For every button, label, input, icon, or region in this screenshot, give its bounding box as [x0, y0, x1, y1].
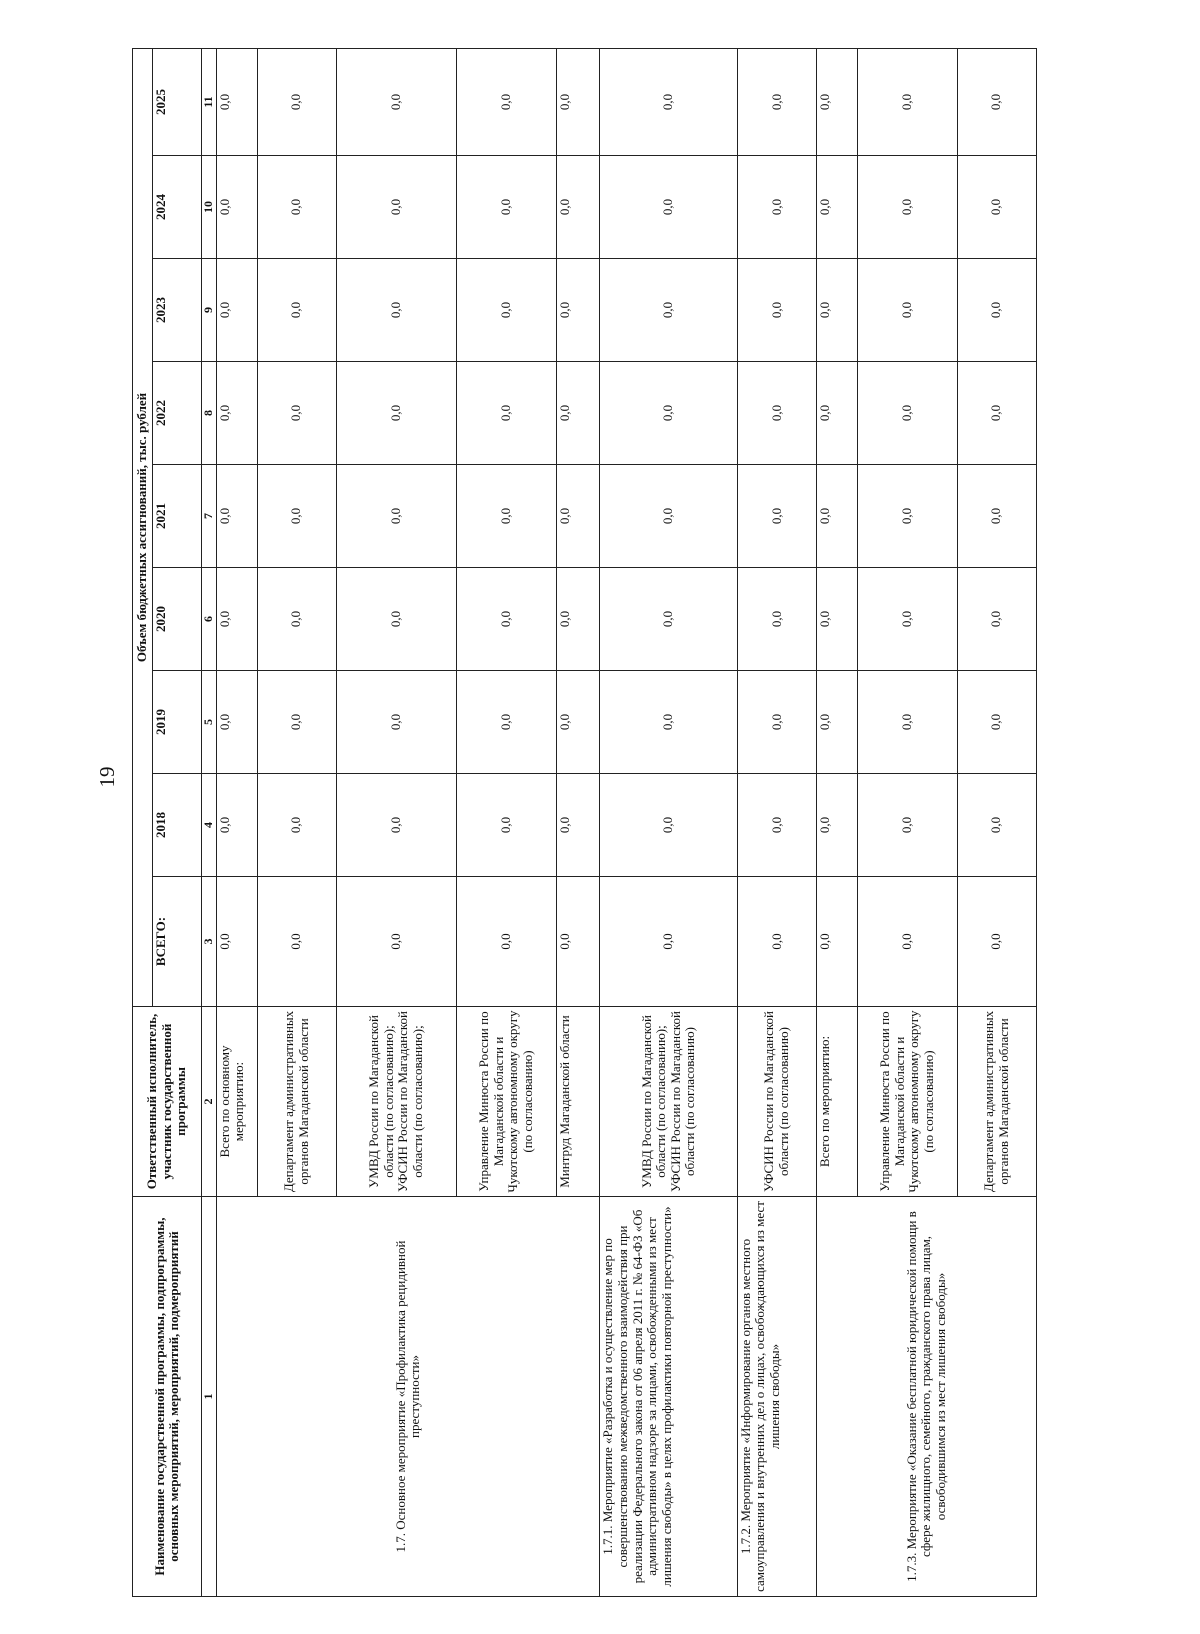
value-cell: 0,0	[257, 774, 336, 877]
value-cell: 0,0	[456, 156, 556, 259]
header-year: 2021	[153, 465, 202, 568]
column-index: 8	[202, 362, 217, 465]
value-cell: 0,0	[456, 568, 556, 671]
value-cell: 0,0	[817, 671, 858, 774]
budget-table	[132, 48, 1037, 1597]
value-cell: 0,0	[817, 774, 858, 877]
value-cell: 0,0	[737, 362, 816, 465]
header-total: ВСЕГО:	[153, 877, 202, 1007]
column-index: 5	[202, 671, 217, 774]
page-number: 19	[95, 766, 119, 788]
column-index: 10	[202, 156, 217, 259]
value-cell: 0,0	[216, 49, 257, 156]
value-cell: 0,0	[817, 259, 858, 362]
value-cell: 0,0	[556, 362, 600, 465]
value-cell: 0,0	[600, 49, 737, 156]
value-cell: 0,0	[216, 568, 257, 671]
value-cell: 0,0	[336, 465, 456, 568]
value-cell: 0,0	[456, 465, 556, 568]
value-cell: 0,0	[257, 671, 336, 774]
value-cell: 0,0	[737, 156, 816, 259]
value-cell: 0,0	[600, 877, 737, 1007]
value-cell: 0,0	[216, 774, 257, 877]
header-year: 2022	[153, 362, 202, 465]
value-cell: 0,0	[257, 465, 336, 568]
value-cell: 0,0	[456, 259, 556, 362]
executor-cell: Управление Минюста России по Магаданской области и Чукотскому автономному округу (по согласованию)	[456, 1007, 556, 1197]
activity-name: 1.7.1. Мероприятие «Разработка и осуществление мер по совершенствованию межведомственного взаимодействия при реализации Федерального закона от 06 апреля 2011 г. № 64-ФЗ «Об административном надзоре за лицами, освобожденными из мест лишения свободы» в целях профилактики повторной преступности»	[600, 1197, 737, 1597]
value-cell: 0,0	[336, 49, 456, 156]
value-cell: 0,0	[957, 774, 1036, 877]
executor-cell: УМВД России по Магаданской области (по согласованию); УФСИН России по Магаданской области (по согласованию)	[600, 1007, 737, 1197]
executor-cell: Управление Минюста России по Магаданской области и Чукотскому автономному округу (по согласованию)	[857, 1007, 957, 1197]
value-cell: 0,0	[737, 568, 816, 671]
value-cell: 0,0	[600, 568, 737, 671]
value-cell: 0,0	[957, 671, 1036, 774]
table-row	[216, 49, 257, 1597]
value-cell: 0,0	[556, 671, 600, 774]
value-cell: 0,0	[857, 568, 957, 671]
executor-cell: Всего по мероприятию:	[817, 1007, 858, 1197]
value-cell: 0,0	[336, 362, 456, 465]
value-cell: 0,0	[336, 259, 456, 362]
value-cell: 0,0	[817, 465, 858, 568]
value-cell: 0,0	[600, 671, 737, 774]
value-cell: 0,0	[257, 259, 336, 362]
value-cell: 0,0	[737, 49, 816, 156]
value-cell: 0,0	[336, 568, 456, 671]
value-cell: 0,0	[257, 362, 336, 465]
value-cell: 0,0	[817, 568, 858, 671]
column-index: 7	[202, 465, 217, 568]
header-year: 2020	[153, 568, 202, 671]
value-cell: 0,0	[556, 568, 600, 671]
executor-cell: УМВД России по Магаданской области (по согласованию); УФСИН России по Магаданской области (по согласованию);	[336, 1007, 456, 1197]
value-cell: 0,0	[456, 671, 556, 774]
value-cell: 0,0	[600, 465, 737, 568]
value-cell: 0,0	[600, 156, 737, 259]
value-cell: 0,0	[456, 774, 556, 877]
header-executor: Ответственный исполнитель, участник государственной программы	[133, 1007, 202, 1197]
value-cell: 0,0	[556, 49, 600, 156]
value-cell: 0,0	[216, 362, 257, 465]
value-cell: 0,0	[817, 362, 858, 465]
value-cell: 0,0	[817, 877, 858, 1007]
header-year: 2025	[153, 49, 202, 156]
value-cell: 0,0	[456, 877, 556, 1007]
header-year: 2019	[153, 671, 202, 774]
budget-table-sheet	[132, 49, 1037, 1597]
value-cell: 0,0	[456, 362, 556, 465]
column-index: 1	[202, 1197, 217, 1597]
value-cell: 0,0	[336, 877, 456, 1007]
header-year: 2018	[153, 774, 202, 877]
value-cell: 0,0	[556, 259, 600, 362]
value-cell: 0,0	[737, 774, 816, 877]
value-cell: 0,0	[336, 671, 456, 774]
column-index: 11	[202, 49, 217, 156]
value-cell: 0,0	[257, 49, 336, 156]
value-cell: 0,0	[857, 49, 957, 156]
header-budget: Объем бюджетных ассигнований, тыс. рублей	[133, 49, 153, 1007]
value-cell: 0,0	[556, 774, 600, 877]
value-cell: 0,0	[857, 465, 957, 568]
value-cell: 0,0	[556, 465, 600, 568]
value-cell: 0,0	[257, 568, 336, 671]
value-cell: 0,0	[957, 362, 1036, 465]
header-year: 2023	[153, 259, 202, 362]
value-cell: 0,0	[737, 877, 816, 1007]
value-cell: 0,0	[857, 877, 957, 1007]
value-cell: 0,0	[216, 156, 257, 259]
executor-cell: УФСИН России по Магаданской области (по согласованию)	[737, 1007, 816, 1197]
value-cell: 0,0	[957, 156, 1036, 259]
value-cell: 0,0	[556, 156, 600, 259]
header-year: 2024	[153, 156, 202, 259]
value-cell: 0,0	[817, 49, 858, 156]
value-cell: 0,0	[957, 465, 1036, 568]
value-cell: 0,0	[957, 49, 1036, 156]
value-cell: 0,0	[737, 671, 816, 774]
value-cell: 0,0	[737, 465, 816, 568]
value-cell: 0,0	[957, 568, 1036, 671]
value-cell: 0,0	[216, 671, 257, 774]
value-cell: 0,0	[857, 671, 957, 774]
executor-cell: Всего по основному мероприятию:	[216, 1007, 257, 1197]
executor-cell: Департамент административных органов Магаданской области	[957, 1007, 1036, 1197]
value-cell: 0,0	[216, 877, 257, 1007]
value-cell: 0,0	[737, 259, 816, 362]
value-cell: 0,0	[857, 259, 957, 362]
header-name: Наименование государственной программы, подпрограммы, основных мероприятий, мероприятий, подмероприятий	[133, 1197, 202, 1597]
activity-name: 1.7. Основное мероприятие «Профилактика рецидивной преступности»	[216, 1197, 600, 1597]
executor-cell: Минтруд Магаданской области	[556, 1007, 600, 1197]
column-index: 4	[202, 774, 217, 877]
value-cell: 0,0	[216, 465, 257, 568]
value-cell: 0,0	[857, 774, 957, 877]
column-index: 3	[202, 877, 217, 1007]
value-cell: 0,0	[216, 259, 257, 362]
value-cell: 0,0	[600, 259, 737, 362]
value-cell: 0,0	[957, 259, 1036, 362]
column-index: 6	[202, 568, 217, 671]
value-cell: 0,0	[600, 362, 737, 465]
value-cell: 0,0	[556, 877, 600, 1007]
value-cell: 0,0	[336, 156, 456, 259]
activity-name: 1.7.3. Мероприятие «Оказание бесплатной юридической помощи в сфере жилищного, семейного, гражданского права лицам, освободившимся из мест лишения свободы»	[817, 1197, 1037, 1597]
column-index: 9	[202, 259, 217, 362]
activity-name: 1.7.2. Мероприятие «Информирование органов местного самоуправления и внутренних дел о лицах, освобождающихся из мест лишения свободы»	[737, 1197, 816, 1597]
table-row	[817, 49, 858, 1597]
value-cell: 0,0	[957, 877, 1036, 1007]
table-row	[600, 49, 737, 1597]
value-cell: 0,0	[857, 362, 957, 465]
value-cell: 0,0	[257, 877, 336, 1007]
executor-cell: Департамент административных органов Магаданской области	[257, 1007, 336, 1197]
value-cell: 0,0	[857, 156, 957, 259]
value-cell: 0,0	[600, 774, 737, 877]
value-cell: 0,0	[257, 156, 336, 259]
value-cell: 0,0	[336, 774, 456, 877]
value-cell: 0,0	[817, 156, 858, 259]
value-cell: 0,0	[456, 49, 556, 156]
column-index: 2	[202, 1007, 217, 1197]
table-row	[737, 49, 816, 1597]
